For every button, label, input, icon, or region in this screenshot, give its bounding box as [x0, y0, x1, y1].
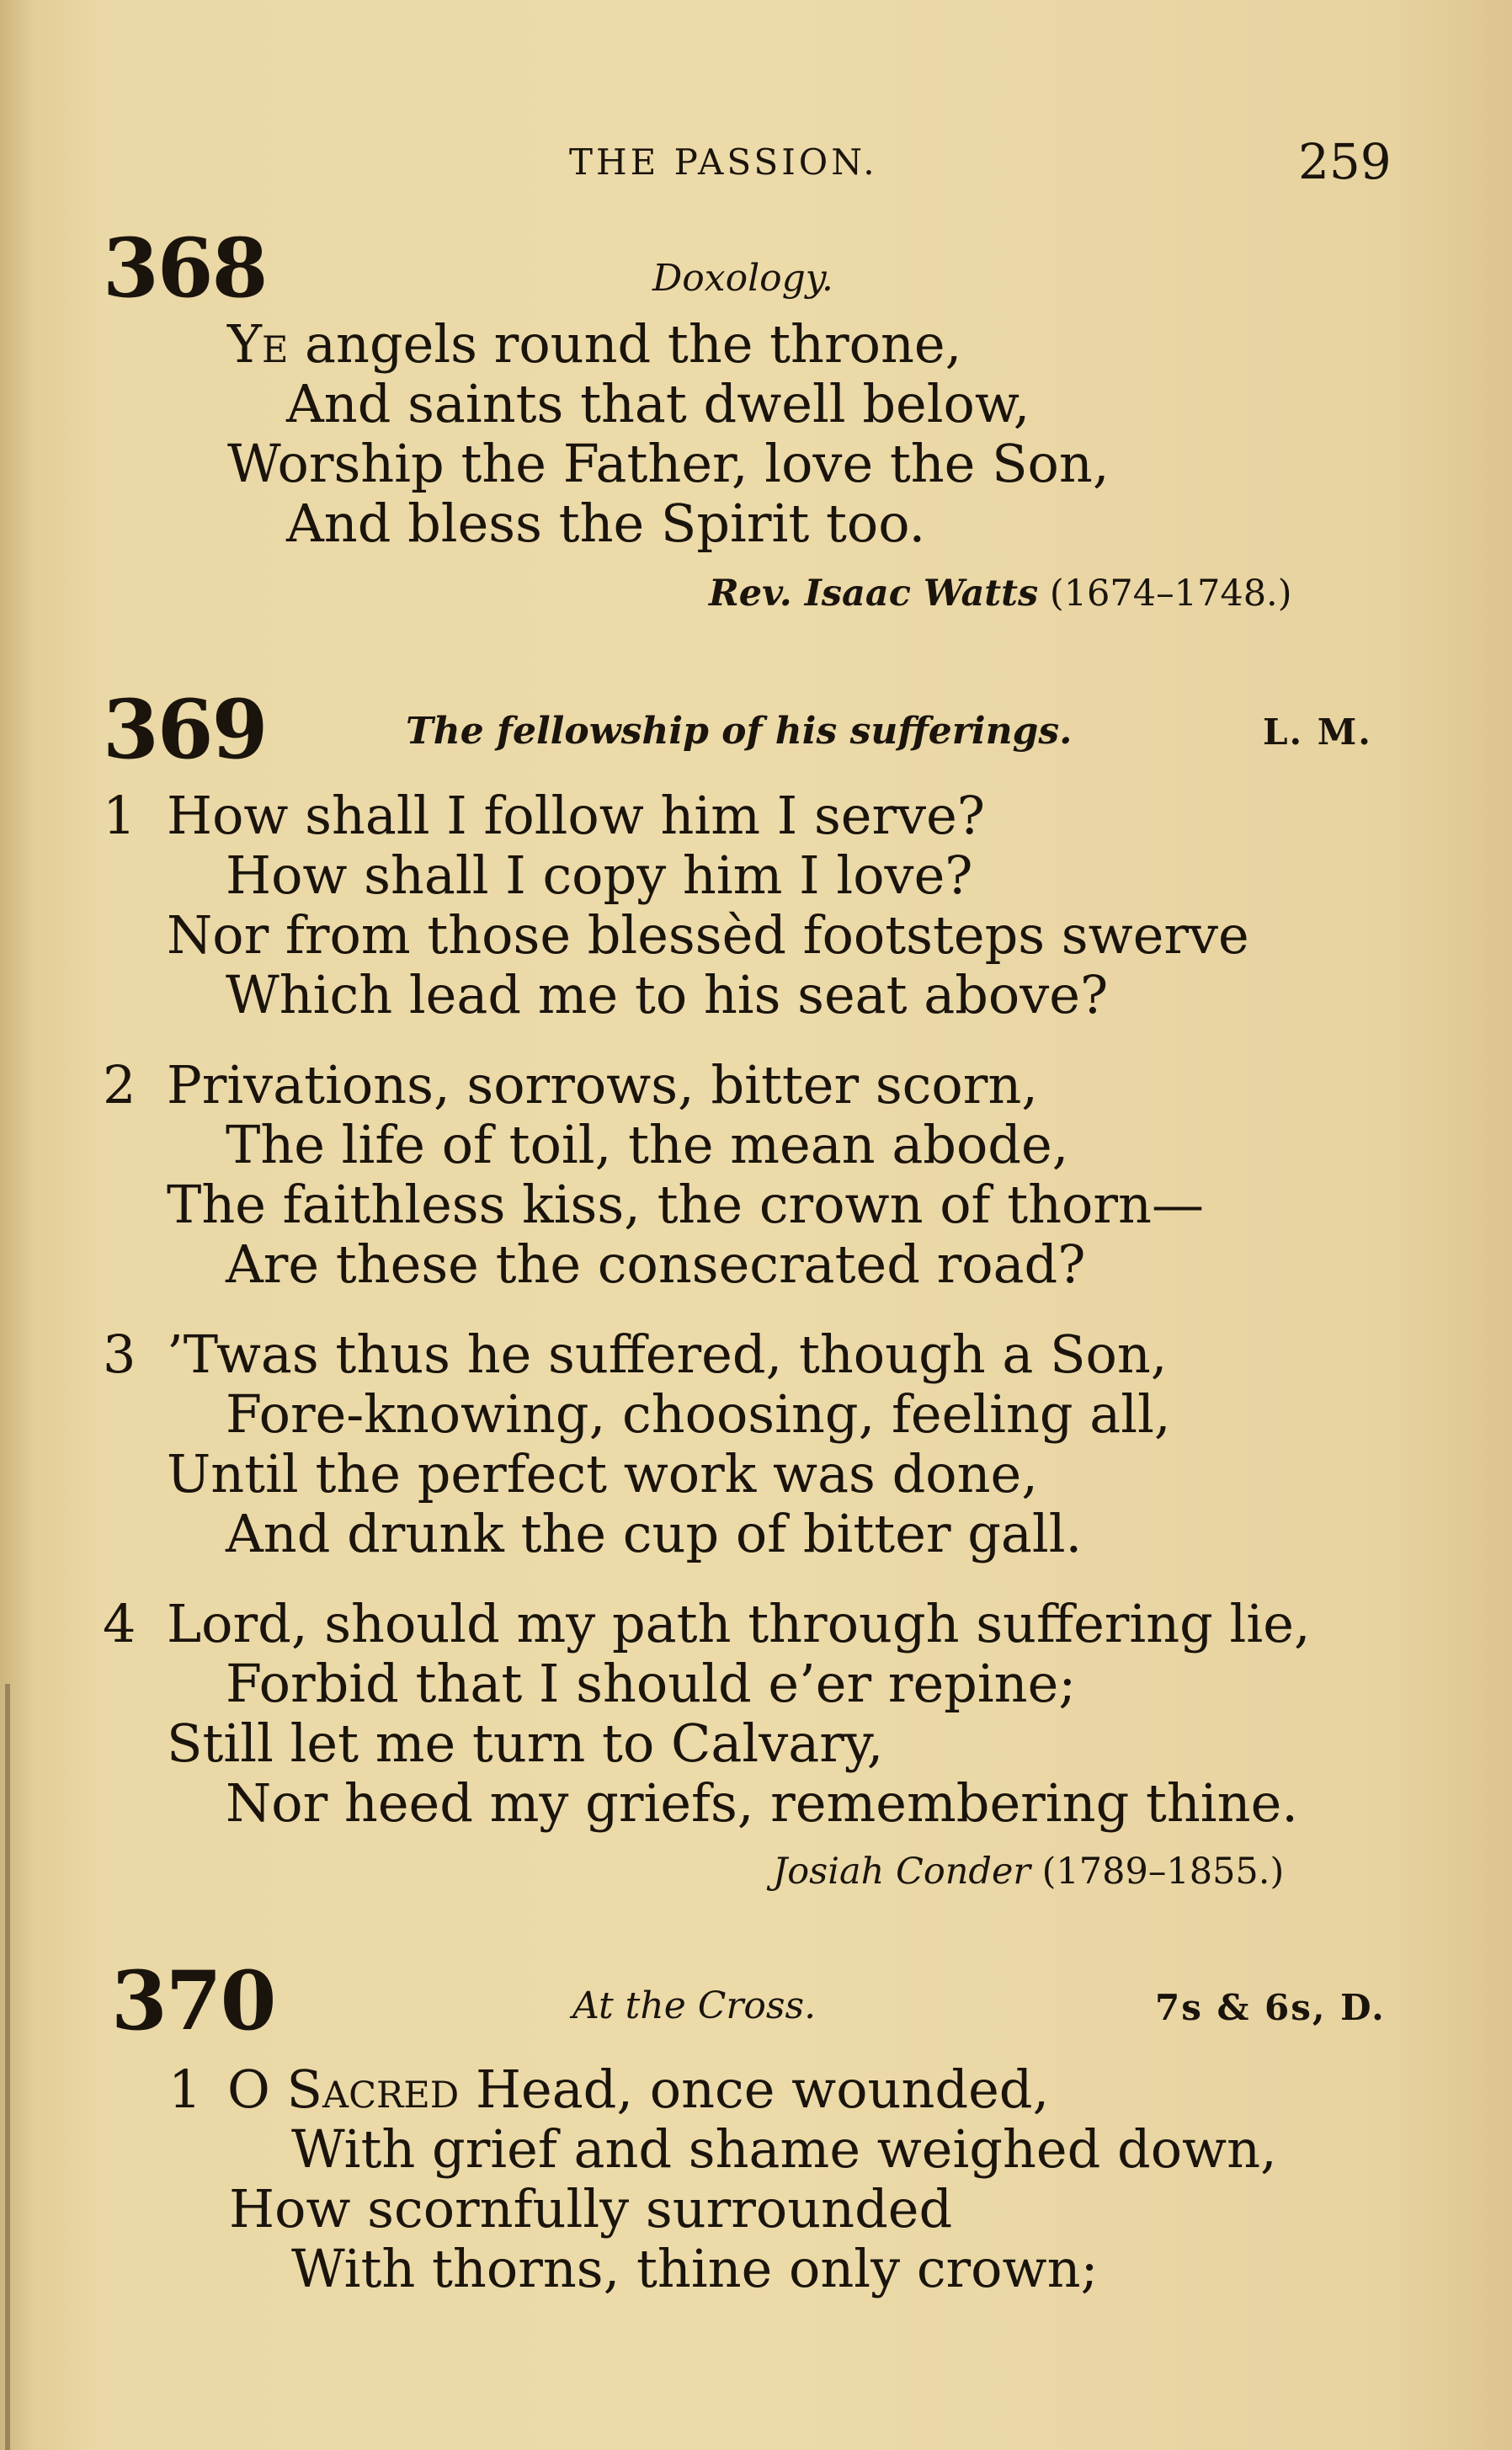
line-text: angels round the throne, — [305, 313, 962, 375]
stanza-number: 1 — [168, 2059, 202, 2120]
attribution — [773, 1851, 1284, 1893]
hymn-line: ’Twas thus he suffered, though a Son, — [167, 1324, 1168, 1385]
hymn-line: How shall I copy him I love? — [226, 844, 973, 906]
stanza-number: 1 — [103, 785, 136, 846]
running-title: THE PASSION. — [569, 141, 878, 183]
hymn-line: How shall I follow him I serve? — [167, 785, 986, 846]
hymn-line: With grief and shame weighed down, — [291, 2118, 1277, 2180]
page-number: 259 — [1298, 133, 1392, 190]
stanza-number: 3 — [103, 1324, 136, 1385]
dates: (1674–1748.) — [1049, 573, 1292, 615]
hymn-line: Privations, sorrows, bitter scorn, — [167, 1054, 1038, 1116]
hymn-line: And bless the Spirit too. — [286, 493, 926, 554]
hymn-line — [227, 313, 961, 375]
hymn-line: With thorns, thine only crown; — [291, 2238, 1099, 2299]
hymn-line: Worship the Father, love the Son, — [227, 433, 1110, 494]
hymn-line: The faithless kiss, the crown of thorn— — [167, 1174, 1204, 1235]
dates: (1789–1855.) — [1041, 1851, 1285, 1893]
attribution — [709, 573, 1292, 615]
hymn-line: The life of toil, the mean abode, — [226, 1114, 1069, 1175]
hymn-line: And saints that dwell below, — [286, 373, 1030, 434]
hymn-title: The fellowship of his sufferings. — [406, 710, 1073, 753]
hymn-number: 368 — [103, 221, 267, 316]
hymn-line: Fore-knowing, choosing, feeling all, — [226, 1383, 1171, 1445]
hymn-line: Forbid that I should e’er repine; — [226, 1653, 1077, 1714]
hymn-line: Lord, should my path through suffering lie, — [167, 1593, 1311, 1654]
hymn-line: How scornfully surrounded — [229, 2178, 953, 2240]
hymn-line: Nor heed my griefs, remembering thine. — [226, 1772, 1298, 1834]
author: Josiah Conder — [773, 1851, 1030, 1893]
first-word-rest: e — [261, 313, 289, 375]
stanza-number: 2 — [103, 1054, 136, 1116]
hymn-number: 370 — [111, 1953, 275, 2048]
stanza-number: 4 — [103, 1593, 136, 1654]
hymn-line: And drunk the cup of bitter gall. — [226, 1503, 1083, 1564]
hymn-line: Which lead me to his seat above? — [226, 964, 1109, 1025]
hymn-title: Doxology. — [652, 257, 833, 300]
hymn-line: Still let me turn to Calvary, — [167, 1712, 884, 1774]
binding-edge-shadow — [5, 1684, 10, 2450]
hymn-number: 369 — [103, 682, 267, 777]
hymn-line: Until the perfect work was done, — [167, 1443, 1038, 1505]
hymn-meter: 7s & 6s, D. — [1155, 1987, 1386, 2028]
hymn-line: Nor from those blessèd footsteps swerve — [167, 904, 1249, 966]
hymn-line — [227, 2059, 1049, 2120]
line-text: Head, once wounded, — [475, 2059, 1050, 2120]
hymn-line: Are these the consecrated road? — [226, 1233, 1086, 1295]
hymn-title: At the Cross. — [572, 1984, 817, 2027]
author: Rev. Isaac Watts — [709, 573, 1039, 615]
first-words: O Sacred — [227, 2059, 460, 2120]
drop-capital: Y — [227, 313, 262, 375]
hymn-meter: L. M. — [1263, 711, 1372, 753]
